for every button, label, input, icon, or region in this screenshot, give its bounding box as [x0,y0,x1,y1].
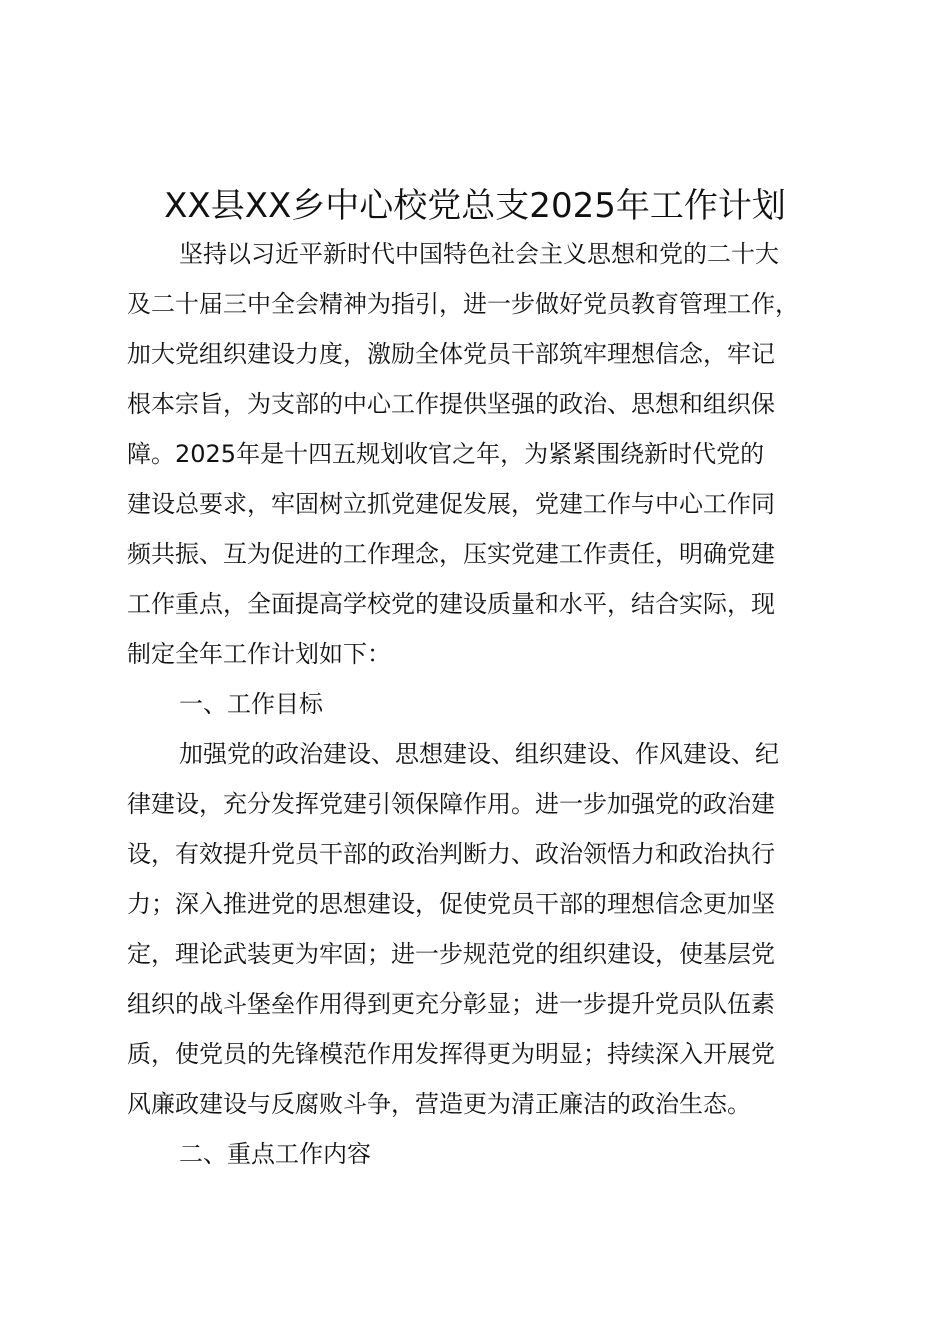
intro-line: 障。2025年是十四五规划收官之年，为紧紧围绕新时代党的 [127,440,765,468]
intro-line: 坚持以习近平新时代中国特色社会主义思想和党的二十大 [179,240,779,268]
goals-line: 力；深入推进党的思想建设，促使党员干部的理想信念更加坚 [127,890,775,918]
intro-line: 根本宗旨，为支部的中心工作提供坚强的政治、思想和组织保 [127,390,775,418]
intro-line: 制定全年工作计划如下： [127,640,391,668]
goals-line: 加强党的政治建设、思想建设、组织建设、作风建设、纪 [179,740,779,768]
intro-line: 加大党组织建设力度，激励全体党员干部筑牢理想信念，牢记 [127,340,775,368]
intro-line: 工作重点，全面提高学校党的建设质量和水平，结合实际，现 [127,590,775,618]
goals-paragraph [127,729,847,1129]
intro-line: 建设总要求，牢固树立抓党建促发展，党建工作与中心工作同 [127,490,775,518]
intro-paragraph [127,229,847,679]
goals-line: 设，有效提升党员干部的政治判断力、政治领悟力和政治执行 [127,840,775,868]
goals-line: 律建设，充分发挥党建引领保障作用。进一步加强党的政治建 [127,790,775,818]
intro-line: 及二十届三中全会精神为指引，进一步做好党员教育管理工作， [127,290,799,318]
document-title: XX县XX乡中心校党总支2025年工作计划 [164,186,786,226]
goals-line: 定，理论武装更为牢固；进一步规范党的组织建设，使基层党 [127,940,775,968]
section-heading-goals: 一、工作目标 [179,690,323,718]
goals-line: 组织的战斗堡垒作用得到更充分彰显；进一步提升党员队伍素 [127,990,775,1018]
intro-line: 频共振、互为促进的工作理念，压实党建工作责任，明确党建 [127,540,775,568]
goals-line: 质，使党员的先锋模范作用发挥得更为明显；持续深入开展党 [127,1040,775,1068]
section-heading-key-work: 二、重点工作内容 [179,1140,371,1168]
goals-line: 风廉政建设与反腐败斗争，营造更为清正廉洁的政治生态。 [127,1090,751,1118]
